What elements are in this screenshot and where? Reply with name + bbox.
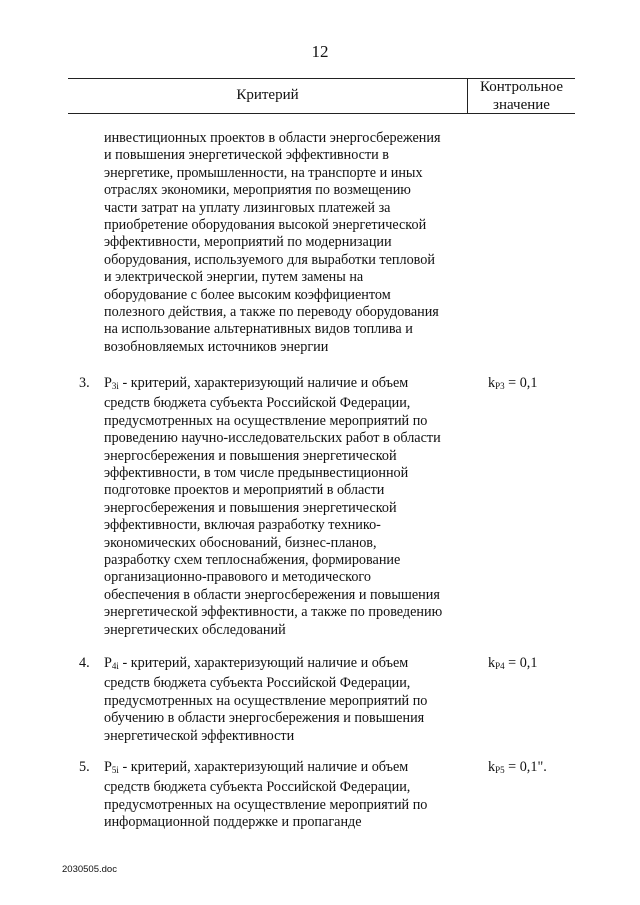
text-line: на использование альтернативных видов топлива и [104, 321, 413, 338]
value-k: k [488, 375, 496, 391]
text-line: средств бюджета субъекта Российской Федерации, [104, 395, 411, 412]
header-control-value [468, 78, 575, 114]
text-line: инвестиционных проектов в области энергосбережения [104, 130, 441, 146]
text-line: энергетической эффективности, а также по проведению [104, 604, 443, 621]
text-line: предусмотренных на осуществление мероприятий по [104, 692, 428, 709]
value-text: = 0,1 [504, 375, 538, 391]
text-line: энергетических обследований [104, 621, 286, 638]
criterion-symbol: P [104, 655, 112, 671]
value-subscript: P5 [495, 765, 505, 775]
item-first-line-text: - критерий, характеризующий наличие и объем [118, 759, 409, 775]
text-line: части затрат на уплату лизинговых платежей за [104, 199, 391, 216]
value-text: = 0,1". [504, 759, 547, 775]
value-text: = 0,1 [504, 655, 538, 671]
text-line: средств бюджета субъекта Российской Федерации, [104, 675, 411, 692]
item-first-line-text: - критерий, характеризующий наличие и объем [118, 375, 409, 391]
header-control-value-line2: значение [493, 97, 550, 113]
criterion-symbol-subscript: 4i [111, 661, 119, 671]
control-value [488, 655, 537, 672]
text-line: энергетике, промышленности, на транспорте и иных [104, 164, 423, 181]
text-line: проведению научно-исследовательских работ в области [104, 430, 441, 447]
item-first-line [104, 375, 442, 395]
text-line: энергосбережения и повышения энергетической [104, 447, 397, 464]
criterion-symbol: P [104, 759, 112, 775]
criterion-symbol-subscript: 5i [111, 765, 119, 775]
text-line: приобретение оборудования высокой энергетической [104, 217, 427, 234]
text-line: разработку схем теплоснабжения, формирование [104, 552, 401, 569]
text-line: эффективности, мероприятий по модернизации [104, 234, 392, 251]
text-line: эффективности, в том числе предынвестиционной [104, 465, 409, 482]
text-line: энергетической эффективности [104, 727, 295, 744]
control-value [488, 375, 537, 392]
footer-filename: 2030505.doc [62, 864, 117, 875]
item-first-line [104, 655, 427, 675]
text-line: предусмотренных на осуществление мероприятий по [104, 412, 428, 429]
value-k: k [488, 655, 496, 671]
text-line: энергосбережения и повышения энергетической [104, 499, 397, 516]
text-line: средств бюджета субъекта Российской Федерации, [104, 779, 411, 796]
text-line: эффективности, включая разработку технико- [104, 517, 381, 534]
item-number: 4. [79, 655, 90, 671]
criterion-symbol-subscript: 3i [111, 381, 119, 391]
value-subscript: P4 [495, 661, 505, 671]
criterion-symbol: P [104, 375, 112, 391]
text-line: информационной поддержке и пропаганде [104, 814, 362, 831]
header-control-value-line1: Контрольное [479, 79, 564, 95]
header-criterion: Критерий [236, 87, 299, 103]
page-number: 12 [311, 42, 329, 61]
text-line: отраслях экономики, мероприятия по возмещению [104, 182, 411, 199]
text-line: и повышения энергетической эффективности в [104, 147, 389, 164]
continuation-text [104, 130, 441, 356]
criterion-item-5 [104, 759, 427, 832]
criterion-item-3 [104, 375, 442, 639]
item-number: 3. [79, 375, 90, 391]
item-first-line [104, 759, 427, 779]
criterion-item-4 [104, 655, 427, 745]
item-number: 5. [79, 759, 90, 775]
text-line: предусмотренных на осуществление мероприятий по [104, 796, 428, 813]
text-line: обучению в области энергосбережения и повышения [104, 710, 425, 727]
value-k: k [488, 759, 496, 775]
text-line: возобновляемых источников энергии [104, 338, 329, 355]
text-line: и электрической энергии, путем замены на [104, 269, 364, 286]
text-line: оборудования, используемого для выработки тепловой [104, 251, 435, 268]
text-line: организационно-правового и методического [104, 569, 371, 586]
text-line: полезного действия, а также по переводу оборудования [104, 304, 439, 321]
value-subscript: P3 [495, 381, 505, 391]
text-line: подготовке проектов и мероприятий в области [104, 482, 385, 499]
control-value [488, 759, 547, 776]
text-line: обеспечения в области энергосбережения и повышения [104, 586, 440, 603]
text-line: оборудование с более высоким коэффициентом [104, 286, 391, 303]
item-first-line-text: - критерий, характеризующий наличие и объем [118, 655, 409, 671]
text-line: экономических обоснований, бизнес-планов, [104, 534, 377, 551]
